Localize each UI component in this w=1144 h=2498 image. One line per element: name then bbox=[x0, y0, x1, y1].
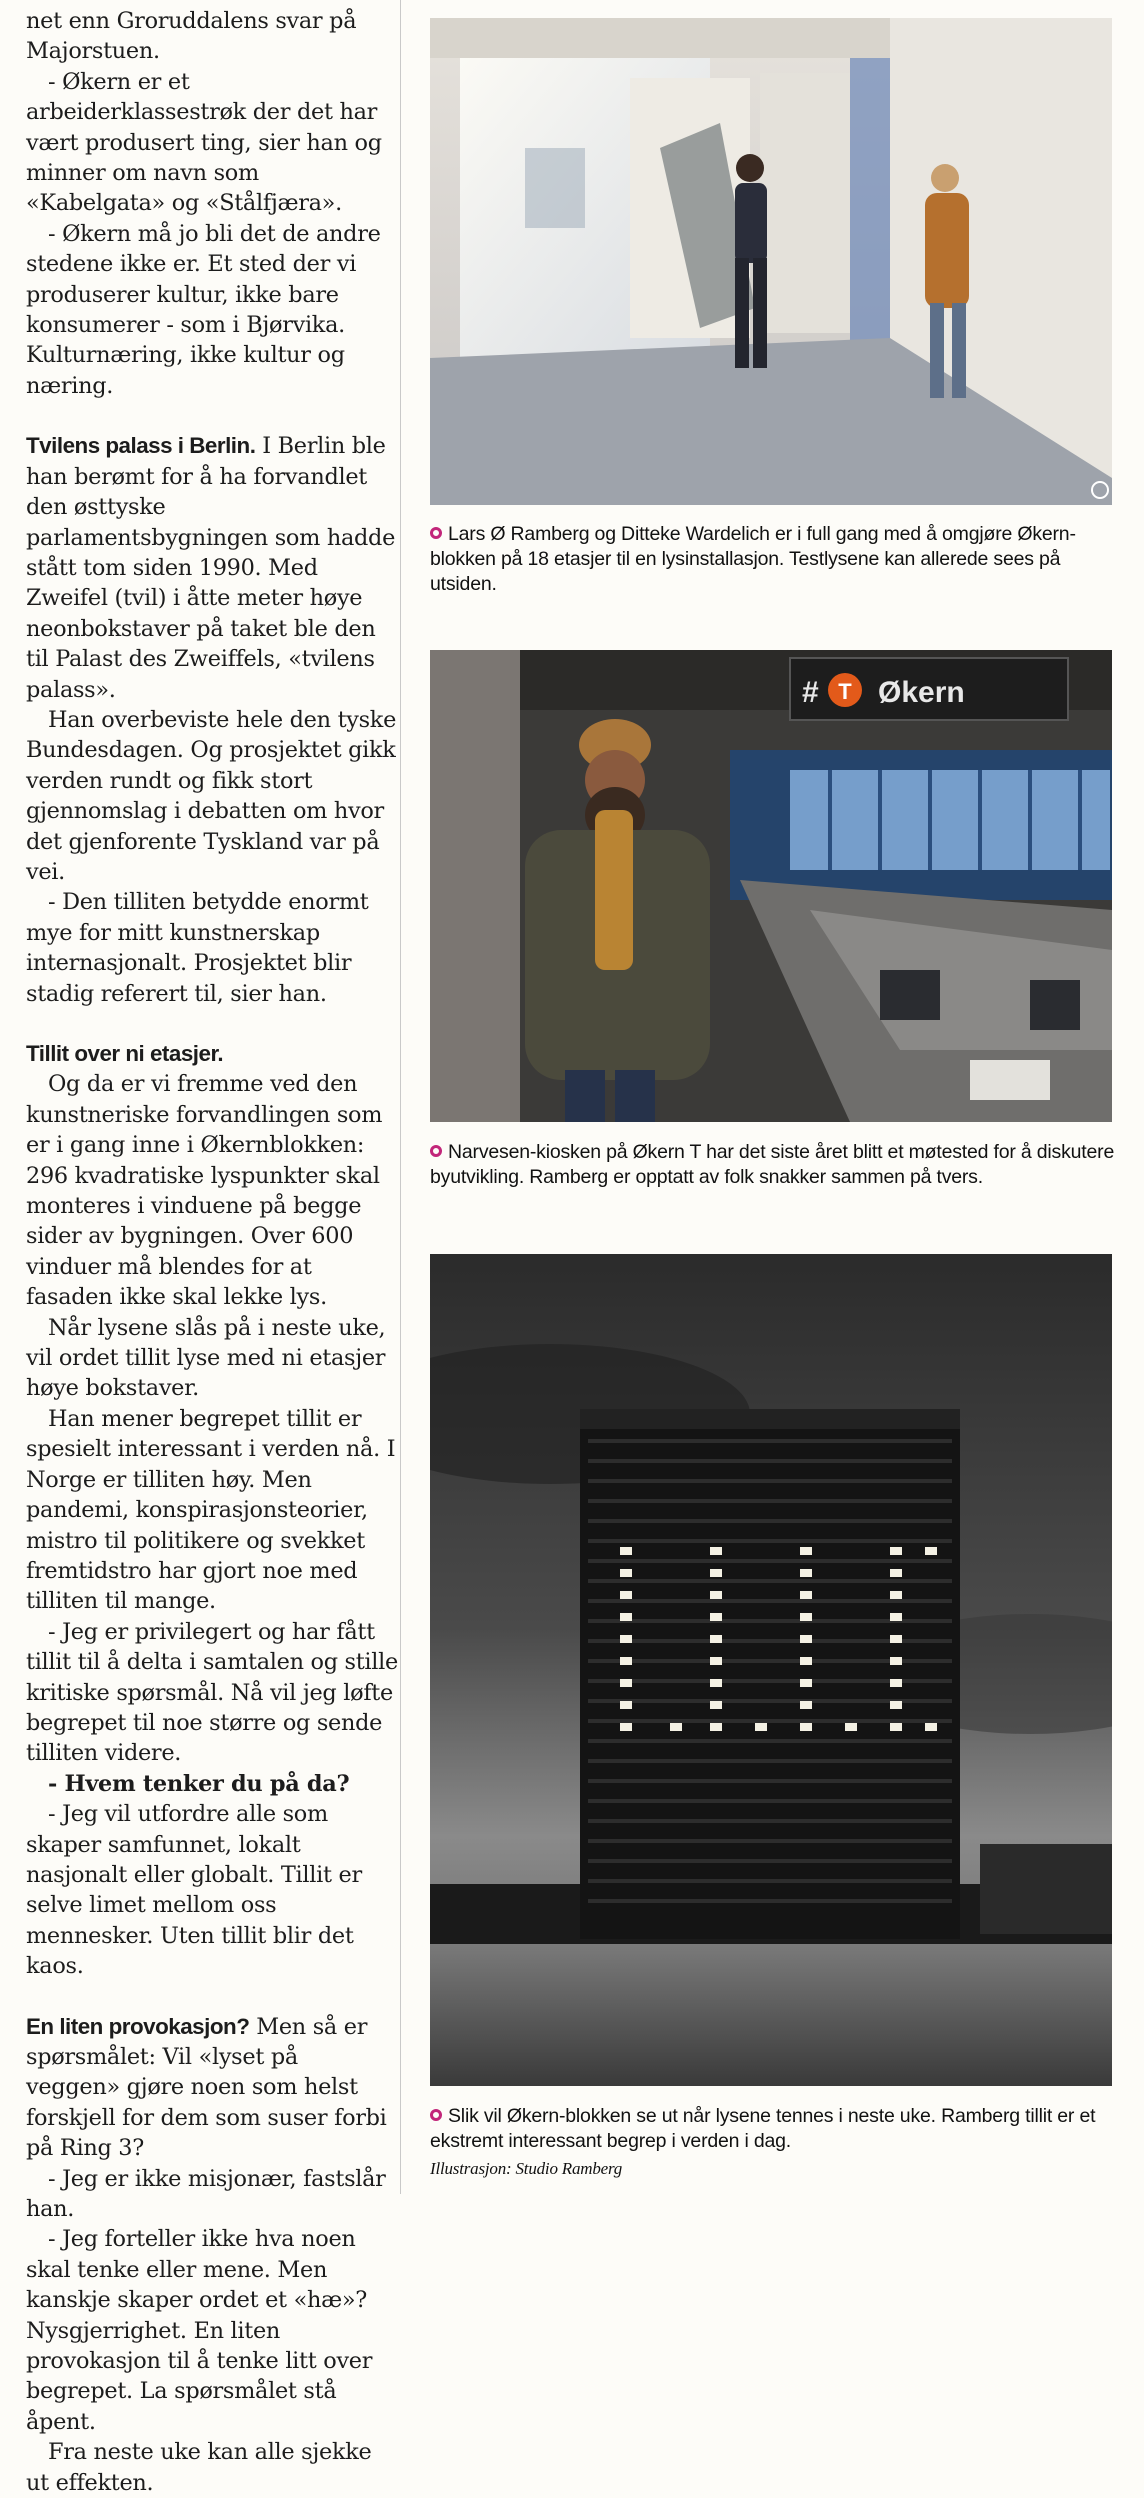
paragraph-text: - Økern må jo bli det de andre stedene ikke er. Et sted der vi produserer kultur, ikke bare konsumerer - som i Bjørvika. Kulturnæring, ikke kultur og næring. bbox=[26, 220, 381, 399]
caption-text: Slik vil Økern-blokken se ut når lysene tennes i neste uke. Ramberg tillit er et ekstremt interessant begrep i verden i dag. bbox=[430, 2105, 1096, 2152]
caption-bullet-icon bbox=[430, 2109, 442, 2121]
light-point bbox=[925, 1547, 937, 1555]
paragraph: Han mener begrepet tillit er spesielt interessant i verden nå. I Norge er tilliten høy. Men pandemi, konspirasjonsteorier, mistro til politikere og svekket fremtidstro har gjort noe med tilliten til mange. bbox=[26, 1405, 396, 1615]
light-point bbox=[800, 1635, 812, 1643]
light-point bbox=[800, 1679, 812, 1687]
light-point bbox=[620, 1657, 632, 1665]
caption-bullet-icon bbox=[430, 1145, 442, 1157]
light-point bbox=[620, 1723, 632, 1731]
caption-text: Lars Ø Ramberg og Ditteke Wardelich er i full gang med å omgjøre Økern-blokken på 18 etasjer til en lysinstallasjon. Testlysene kan allerede sees på utsiden. bbox=[430, 523, 1076, 595]
paragraph: - Økern er et arbeiderklassestrøk der det har vært produsert ting, sier han og minner om navn som «Kabelgata» og «Stålfjæra». bbox=[26, 68, 382, 217]
section-paragraph bbox=[26, 2012, 398, 2164]
light-point bbox=[620, 1635, 632, 1643]
paragraph: - Jeg er privilegert og har fått tillit til å delta i samtalen og stille kritiske spørsmål. Nå vil jeg løfte begrepet til noe større og sende tilliten videre. bbox=[26, 1618, 398, 1767]
section-text: I Berlin ble han berømt for å ha forvandlet den østtyske parlamentsbygningen som hadde stått tom siden 1990. Med Zweifel (tvil) i åtte meter høye neonbokstaver på taket ble den til Palast des Zweiffels, «tvilens palass». bbox=[26, 433, 396, 703]
light-point bbox=[890, 1723, 902, 1731]
light-point bbox=[755, 1723, 767, 1731]
light-point bbox=[800, 1569, 812, 1577]
paragraph: - Jeg vil utfordre alle som skaper samfunnet, lokalt nasjonalt eller globalt. Tillit er selve limet mellom oss mennesker. Uten tillit blir det kaos. bbox=[26, 1801, 362, 1980]
light-point bbox=[710, 1569, 722, 1577]
light-point bbox=[620, 1679, 632, 1687]
light-point bbox=[710, 1679, 722, 1687]
light-point bbox=[620, 1613, 632, 1621]
light-point bbox=[620, 1591, 632, 1599]
light-point bbox=[710, 1723, 722, 1731]
paragraph: Og da er vi fremme ved den kunstneriske forvandlingen som er i gang inne i Økernblokken: 296 kvadratiske lyspunkter skal monteres i vinduene på begge sider av bygningen. Over 600 vinduer må blendes for at fasaden ikke skal lekke lys. bbox=[26, 1071, 383, 1311]
caption-photo-3 bbox=[430, 2104, 1120, 2181]
section-heading: Tillit over ni etasjer. bbox=[26, 1041, 224, 1066]
article-column bbox=[26, 6, 398, 2498]
sign-hash: # bbox=[802, 676, 819, 709]
light-point bbox=[800, 1657, 812, 1665]
section-lead: En liten provokasjon? bbox=[26, 2013, 250, 2039]
paragraph: Når lysene slås på i neste uke, vil ordet tillit lyse med ni etasjer høye bokstaver. bbox=[26, 1314, 386, 1402]
paragraph: Han overbeviste hele den tyske Bundesdagen. Og prosjektet gikk verden rundt og fikk stort gjennomslag i debatten om hvor det gjenforente Tyskland var på vei. bbox=[26, 706, 397, 885]
light-point bbox=[710, 1547, 722, 1555]
photo-tower-illustration bbox=[430, 1254, 1112, 2086]
light-point bbox=[890, 1613, 902, 1621]
station-sign bbox=[790, 658, 1068, 720]
light-point bbox=[710, 1613, 722, 1621]
light-point bbox=[710, 1635, 722, 1643]
paragraph: net enn Groruddalens svar på Majorstuen. bbox=[26, 8, 357, 65]
sign-t: T bbox=[838, 679, 852, 704]
sign-text: Økern bbox=[878, 676, 965, 709]
light-point bbox=[710, 1591, 722, 1599]
light-point bbox=[890, 1635, 902, 1643]
light-point bbox=[800, 1591, 812, 1599]
photo-room-installation bbox=[430, 18, 1112, 505]
light-point bbox=[800, 1547, 812, 1555]
photo-credit: Illustrasjon: Studio Ramberg bbox=[430, 2159, 623, 2178]
caption-photo-2 bbox=[430, 1140, 1120, 1190]
light-point bbox=[890, 1547, 902, 1555]
caption-text: Narvesen-kiosken på Økern T har det siste året blitt et møtested for å diskutere byutvikling. Ramberg er opptatt av folk snakker sammen på tvers. bbox=[430, 1141, 1115, 1188]
section-text: Men så er spørsmålet: Vil «lyset på veggen» gjøre noen som helst forskjell for dem som suser forbi på Ring 3? bbox=[26, 2013, 387, 2162]
column-divider bbox=[400, 0, 401, 2194]
light-point bbox=[620, 1701, 632, 1709]
light-point bbox=[800, 1701, 812, 1709]
light-point bbox=[845, 1723, 857, 1731]
light-point bbox=[925, 1723, 937, 1731]
light-point bbox=[620, 1547, 632, 1555]
light-point bbox=[800, 1613, 812, 1621]
paragraph: - Den tilliten betydde enormt mye for mitt kunstnerskap internasjonalt. Prosjektet blir stadig referert til, sier han. bbox=[26, 889, 369, 1007]
question: - Hvem tenker du på da? bbox=[48, 1770, 350, 1797]
light-point bbox=[890, 1657, 902, 1665]
light-point bbox=[800, 1723, 812, 1731]
caption-bullet-icon bbox=[430, 527, 442, 539]
light-point bbox=[710, 1657, 722, 1665]
tower-block bbox=[580, 1409, 960, 1939]
light-point bbox=[710, 1701, 722, 1709]
paragraph: - Jeg er ikke misjonær, fastslår han. bbox=[26, 2165, 386, 2223]
light-point bbox=[890, 1679, 902, 1687]
light-point bbox=[670, 1723, 682, 1731]
section-paragraph bbox=[26, 431, 398, 705]
section-lead: Tvilens palass i Berlin. bbox=[26, 433, 256, 459]
light-point bbox=[620, 1569, 632, 1577]
paragraph: - Jeg forteller ikke hva noen skal tenke eller mene. Men kanskje skaper ordet et «hæ»? Nysgjerrighet. En liten provokasjon til å tenke litt over begrepet. La spørsmålet stå åpent. bbox=[26, 2226, 373, 2435]
photo-kiosk-meeting bbox=[430, 650, 1112, 1122]
light-point bbox=[890, 1701, 902, 1709]
light-point bbox=[890, 1591, 902, 1599]
light-point bbox=[890, 1569, 902, 1577]
paragraph: Fra neste uke kan alle sjekke ut effekten. bbox=[26, 2439, 372, 2496]
caption-photo-1 bbox=[430, 522, 1120, 597]
paragraph bbox=[26, 219, 398, 401]
